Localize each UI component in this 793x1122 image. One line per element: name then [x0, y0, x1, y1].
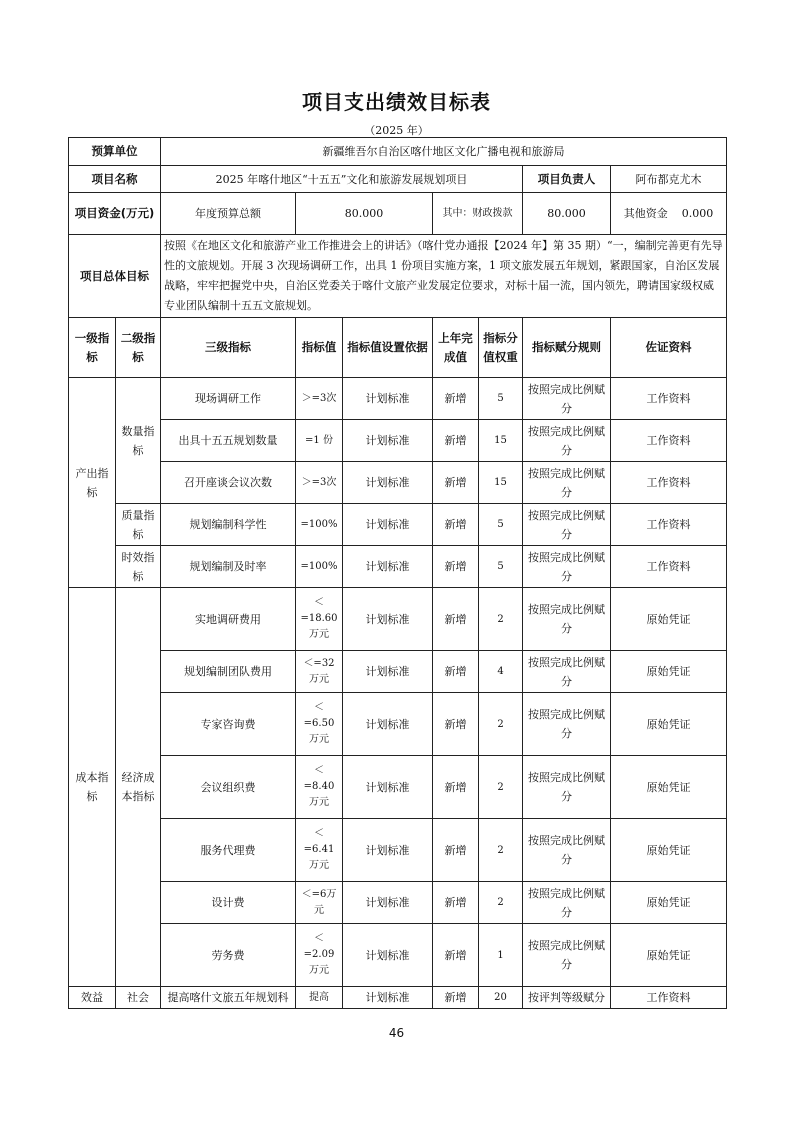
- other-funds-value: 0.000: [681, 207, 714, 220]
- year-label: （2025 年）: [364, 124, 429, 137]
- group-social: 社会: [116, 987, 161, 1009]
- indicator-value: 提高: [296, 987, 343, 1009]
- indicator-last-year: 新增: [433, 588, 479, 651]
- indicator-evidence: 原始凭证: [611, 882, 727, 924]
- indicator-last-year: 新增: [433, 756, 479, 819]
- indicator-last-year: 新增: [433, 987, 479, 1009]
- header-rule: 指标赋分规则: [523, 318, 611, 378]
- indicator-name: 劳务费: [161, 924, 296, 987]
- indicator-basis: 计划标准: [343, 882, 433, 924]
- indicator-basis: 计划标准: [343, 987, 433, 1009]
- indicator-rule: 按照完成比例赋分: [523, 588, 611, 651]
- indicator-last-year: 新增: [433, 504, 479, 546]
- table-row: [69, 756, 727, 819]
- table-row: [69, 987, 727, 1009]
- indicator-evidence: 原始凭证: [611, 651, 727, 693]
- indicator-last-year: 新增: [433, 378, 479, 420]
- budget-unit-label: 预算单位: [69, 138, 161, 166]
- indicator-weight: 15: [479, 462, 523, 504]
- annual-budget-value: 80.000: [296, 193, 433, 235]
- page-number: 46: [388, 1026, 405, 1040]
- indicator-basis: 计划标准: [343, 819, 433, 882]
- indicator-value: =100%: [296, 546, 343, 588]
- indicator-value: =1 份: [296, 420, 343, 462]
- indicator-evidence: 工作资料: [611, 546, 727, 588]
- table-row: [69, 462, 727, 504]
- indicator-last-year: 新增: [433, 693, 479, 756]
- indicator-value: ＜=2.09万元: [296, 924, 343, 987]
- indicator-value: ＜=6.50万元: [296, 693, 343, 756]
- performance-table: [68, 137, 727, 1009]
- group-cost: 成本指标: [69, 588, 116, 987]
- indicator-last-year: 新增: [433, 651, 479, 693]
- table-row: [69, 588, 727, 651]
- group-timeliness: 时效指标: [116, 546, 161, 588]
- fiscal-allocation-value: 80.000: [523, 193, 611, 235]
- indicator-last-year: 新增: [433, 420, 479, 462]
- indicator-last-year: 新增: [433, 819, 479, 882]
- indicator-name: 提高喀什文旅五年规划科: [161, 987, 296, 1009]
- indicator-weight: 5: [479, 546, 523, 588]
- indicator-name: 规划编制团队费用: [161, 651, 296, 693]
- indicator-rule: 按照完成比例赋分: [523, 693, 611, 756]
- table-row: [69, 882, 727, 924]
- indicator-evidence: 工作资料: [611, 987, 727, 1009]
- indicator-rule: 按照完成比例赋分: [523, 462, 611, 504]
- indicator-rule: 按照完成比例赋分: [523, 756, 611, 819]
- indicator-basis: 计划标准: [343, 546, 433, 588]
- indicator-value: ＜=18.60万元: [296, 588, 343, 651]
- indicator-name: 专家咨询费: [161, 693, 296, 756]
- indicator-weight: 15: [479, 420, 523, 462]
- header-last-year: 上年完成值: [433, 318, 479, 378]
- header-evidence: 佐证资料: [611, 318, 727, 378]
- indicator-basis: 计划标准: [343, 378, 433, 420]
- table-row: [69, 819, 727, 882]
- indicator-value: ＜=6万元: [296, 882, 343, 924]
- other-funds-cell: [611, 193, 727, 235]
- indicator-rule: 按照完成比例赋分: [523, 924, 611, 987]
- header-level3: 三级指标: [161, 318, 296, 378]
- indicator-basis: 计划标准: [343, 693, 433, 756]
- indicator-value: ＜=6.41万元: [296, 819, 343, 882]
- indicator-evidence: 原始凭证: [611, 819, 727, 882]
- indicator-rule: 按照完成比例赋分: [523, 546, 611, 588]
- annual-budget-label: 年度预算总额: [161, 193, 296, 235]
- project-name-label: 项目名称: [69, 166, 161, 193]
- indicator-evidence: 原始凭证: [611, 924, 727, 987]
- indicator-value: ＜=32万元: [296, 651, 343, 693]
- indicator-rule: 按照完成比例赋分: [523, 819, 611, 882]
- group-benefit: 效益: [69, 987, 116, 1009]
- group-output: 产出指标: [69, 378, 116, 588]
- indicator-weight: 2: [479, 693, 523, 756]
- overall-goal-label: 项目总体目标: [69, 235, 161, 318]
- table-row: [69, 504, 727, 546]
- indicator-weight: 1: [479, 924, 523, 987]
- indicator-last-year: 新增: [433, 882, 479, 924]
- indicator-weight: 20: [479, 987, 523, 1009]
- indicator-evidence: 原始凭证: [611, 756, 727, 819]
- indicator-weight: 2: [479, 882, 523, 924]
- table-row: [69, 420, 727, 462]
- indicator-rule: 按照完成比例赋分: [523, 378, 611, 420]
- indicator-value: =100%: [296, 504, 343, 546]
- overall-goal-text: 按照《在地区文化和旅游产业工作推进会上的讲话》（喀什党办通报【2024 年】第 35 期）“一，编制完善更有先导性的文旅规划。开展 3 次现场调研工作，出具 1 份项目实施方案，1 项文旅发展五年规划，紧跟国家，自治区发展战略，牢牢把握党中央，自治区党委关于喀什文旅产业发展定位要求，对标十届一流，国内领先，聘请国家级权威专业团队编制十五五文旅规划。: [161, 235, 727, 318]
- page-title: 项目支出绩效目标表: [302, 90, 491, 114]
- budget-unit-value: 新疆维吾尔自治区喀什地区文化广播电视和旅游局: [161, 138, 727, 166]
- indicator-name: 服务代理费: [161, 819, 296, 882]
- indicator-weight: 4: [479, 651, 523, 693]
- other-funds-label: 其他资金: [623, 207, 668, 220]
- group-quantity: 数量指标: [116, 378, 161, 504]
- indicator-last-year: 新增: [433, 546, 479, 588]
- indicator-name: 规划编制及时率: [161, 546, 296, 588]
- indicator-rule: 按照完成比例赋分: [523, 504, 611, 546]
- indicator-basis: 计划标准: [343, 504, 433, 546]
- indicator-basis: 计划标准: [343, 651, 433, 693]
- header-value: 指标值: [296, 318, 343, 378]
- indicator-value: ＞=3次: [296, 462, 343, 504]
- table-row: [69, 693, 727, 756]
- indicator-name: 出具十五五规划数量: [161, 420, 296, 462]
- indicator-name: 现场调研工作: [161, 378, 296, 420]
- table-row: [69, 546, 727, 588]
- project-funds-label: 项目资金(万元): [69, 193, 161, 235]
- table-row: [69, 378, 727, 420]
- table-row: [69, 924, 727, 987]
- indicator-basis: 计划标准: [343, 756, 433, 819]
- indicator-rule: 按评判等级赋分: [523, 987, 611, 1009]
- indicator-rule: 按照完成比例赋分: [523, 651, 611, 693]
- indicator-evidence: 工作资料: [611, 462, 727, 504]
- header-weight: 指标分值权重: [479, 318, 523, 378]
- indicator-basis: 计划标准: [343, 924, 433, 987]
- indicator-name: 召开座谈会议次数: [161, 462, 296, 504]
- indicator-rule: 按照完成比例赋分: [523, 882, 611, 924]
- indicator-weight: 2: [479, 756, 523, 819]
- indicator-weight: 5: [479, 504, 523, 546]
- indicator-weight: 2: [479, 588, 523, 651]
- indicator-evidence: 工作资料: [611, 420, 727, 462]
- header-level2: 二级指标: [116, 318, 161, 378]
- indicator-basis: 计划标准: [343, 462, 433, 504]
- indicator-last-year: 新增: [433, 462, 479, 504]
- indicator-last-year: 新增: [433, 924, 479, 987]
- indicator-name: 规划编制科学性: [161, 504, 296, 546]
- indicator-name: 会议组织费: [161, 756, 296, 819]
- indicator-evidence: 工作资料: [611, 504, 727, 546]
- fiscal-allocation-label: 其中：财政拨款: [433, 193, 523, 235]
- indicator-value: ＞=3次: [296, 378, 343, 420]
- indicator-basis: 计划标准: [343, 588, 433, 651]
- indicator-evidence: 原始凭证: [611, 693, 727, 756]
- header-level1: 一级指标: [69, 318, 116, 378]
- indicator-value: ＜=8.40万元: [296, 756, 343, 819]
- indicator-evidence: 原始凭证: [611, 588, 727, 651]
- project-owner-value: 阿布都克尤木: [611, 166, 727, 193]
- indicator-weight: 2: [479, 819, 523, 882]
- header-basis: 指标值设置依据: [343, 318, 433, 378]
- indicator-rule: 按照完成比例赋分: [523, 420, 611, 462]
- indicator-name: 实地调研费用: [161, 588, 296, 651]
- group-economic-cost: 经济成本指标: [116, 588, 161, 987]
- table-row: [69, 651, 727, 693]
- indicator-evidence: 工作资料: [611, 378, 727, 420]
- group-quality: 质量指标: [116, 504, 161, 546]
- indicator-name: 设计费: [161, 882, 296, 924]
- indicator-basis: 计划标准: [343, 420, 433, 462]
- indicator-weight: 5: [479, 378, 523, 420]
- project-owner-label: 项目负责人: [523, 166, 611, 193]
- project-name-value: 2025 年喀什地区“十五五”文化和旅游发展规划项目: [161, 166, 523, 193]
